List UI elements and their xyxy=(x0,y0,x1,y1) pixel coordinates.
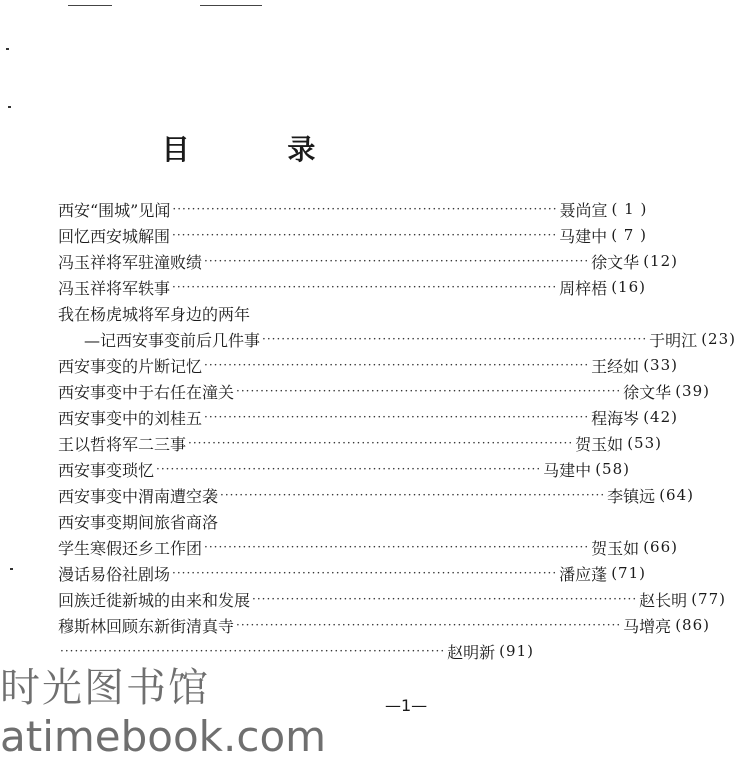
leader-dots: ················································································ xyxy=(262,332,648,346)
toc-entry xyxy=(58,560,646,586)
leader-dots: ················································································ xyxy=(204,358,590,372)
entry-author: 贺玉如 xyxy=(575,434,624,454)
entry-author: 赵明新 xyxy=(447,642,496,662)
toc-entry xyxy=(58,404,678,430)
entry-author: 赵长明 xyxy=(639,590,688,610)
entry-author: 徐文华 xyxy=(623,382,672,402)
page-number: —1— xyxy=(385,696,428,715)
entry-title: 冯玉祥将军轶事 xyxy=(58,278,171,298)
entry-author: 聂尚宣 xyxy=(559,200,608,220)
entry-page: ( 7 ) xyxy=(611,226,647,244)
table-of-contents xyxy=(58,196,736,664)
entry-author: 马建中 xyxy=(559,226,608,246)
leader-dots: ················································································ xyxy=(204,410,590,424)
entry-page: ( 1 ) xyxy=(611,200,648,218)
entry-title: 回忆西安城解围 xyxy=(58,226,171,246)
entry-author: 马建中 xyxy=(543,460,592,480)
entry-author: 周梓梧 xyxy=(559,278,608,298)
entry-title: 西安事变的片断记忆 xyxy=(58,356,203,376)
entry-title: 西安事变琐忆 xyxy=(58,460,155,480)
toc-entry xyxy=(58,248,678,274)
watermark-chinese: 时光图书馆 xyxy=(0,665,210,711)
entry-page: (77) xyxy=(691,590,726,608)
entry-author: 贺玉如 xyxy=(591,538,640,558)
watermark-url: atimebook.com xyxy=(0,712,327,761)
leader-dots: ················································································ xyxy=(60,644,446,658)
leader-dots: ················································································ xyxy=(156,462,542,476)
leader-dots: ················································································ xyxy=(188,436,574,450)
entry-title: 西安事变中于右任在潼关 xyxy=(58,382,235,402)
entry-author: 潘应蓬 xyxy=(559,564,608,584)
entry-author: 李镇远 xyxy=(607,486,656,506)
entry-page: (16) xyxy=(611,278,646,296)
toc-entry xyxy=(58,222,647,248)
toc-entry xyxy=(58,378,710,404)
entry-page: (53) xyxy=(627,434,662,452)
entry-author: 马增亮 xyxy=(623,616,672,636)
entry-title: 西安事变中的刘桂五 xyxy=(58,408,203,428)
entry-title: 西安“围城”见闻 xyxy=(58,200,171,220)
toc-entry xyxy=(58,326,736,352)
toc-entry xyxy=(58,534,678,560)
toc-entry xyxy=(58,508,458,534)
toc-entry xyxy=(58,586,726,612)
leader-dots: ················································································ xyxy=(220,488,606,502)
entry-author: 王经如 xyxy=(591,356,640,376)
toc-entry xyxy=(58,482,694,508)
entry-author: 于明江 xyxy=(649,330,698,350)
entry-page: (12) xyxy=(643,252,678,270)
leader-dots: ················································································ xyxy=(236,384,622,398)
leader-dots: ················································································ xyxy=(204,540,590,554)
entry-title: 西安事变期间旅省商洛 xyxy=(58,512,219,532)
toc-entry xyxy=(58,274,646,300)
entry-title: 王以哲将军二三事 xyxy=(58,434,187,454)
entry-title: —记西安事变前后几件事 xyxy=(84,330,261,350)
entry-page: (42) xyxy=(643,408,678,426)
leader-dots: ················································································ xyxy=(236,618,622,632)
entry-page: (64) xyxy=(659,486,694,504)
leader-dots: ················································································ xyxy=(252,592,638,606)
entry-author: 徐文华 xyxy=(591,252,640,272)
entry-title: 学生寒假还乡工作团 xyxy=(58,538,203,558)
entry-title: 回族迁徙新城的由来和发展 xyxy=(58,590,251,610)
entry-page: (33) xyxy=(643,356,678,374)
leader-dots: ················································································ xyxy=(172,280,558,294)
toc-entry xyxy=(58,300,458,326)
entry-page: (39) xyxy=(675,382,710,400)
entry-page: (23) xyxy=(701,330,736,348)
leader-dots: ················································································ xyxy=(172,228,558,242)
entry-title: 冯玉祥将军驻潼败绩 xyxy=(58,252,203,272)
toc-entry xyxy=(58,612,710,638)
entry-title: 我在杨虎城将军身边的两年 xyxy=(58,304,251,324)
page-title: 目 录 xyxy=(161,133,360,166)
entry-title: 漫话易俗社剧场 xyxy=(58,564,171,584)
entry-page: (91) xyxy=(499,642,534,660)
leader-dots: ················································································ xyxy=(172,566,558,580)
toc-entry xyxy=(58,430,662,456)
top-rule-right xyxy=(200,5,262,6)
leader-dots: ················································································ xyxy=(204,254,590,268)
leader-dots: ················································································ xyxy=(172,202,558,216)
top-rule-left xyxy=(68,5,112,6)
entry-title: 西安事变中渭南遭空袭 xyxy=(58,486,219,506)
entry-title: 穆斯林回顾东新街清真寺 xyxy=(58,616,235,636)
toc-entry xyxy=(58,352,678,378)
entry-page: (86) xyxy=(675,616,710,634)
entry-page: (71) xyxy=(611,564,646,582)
toc-entry xyxy=(58,196,648,222)
entry-page: (66) xyxy=(643,538,678,556)
entry-page: (58) xyxy=(595,460,630,478)
toc-entry xyxy=(58,456,630,482)
entry-author: 程海岑 xyxy=(591,408,640,428)
